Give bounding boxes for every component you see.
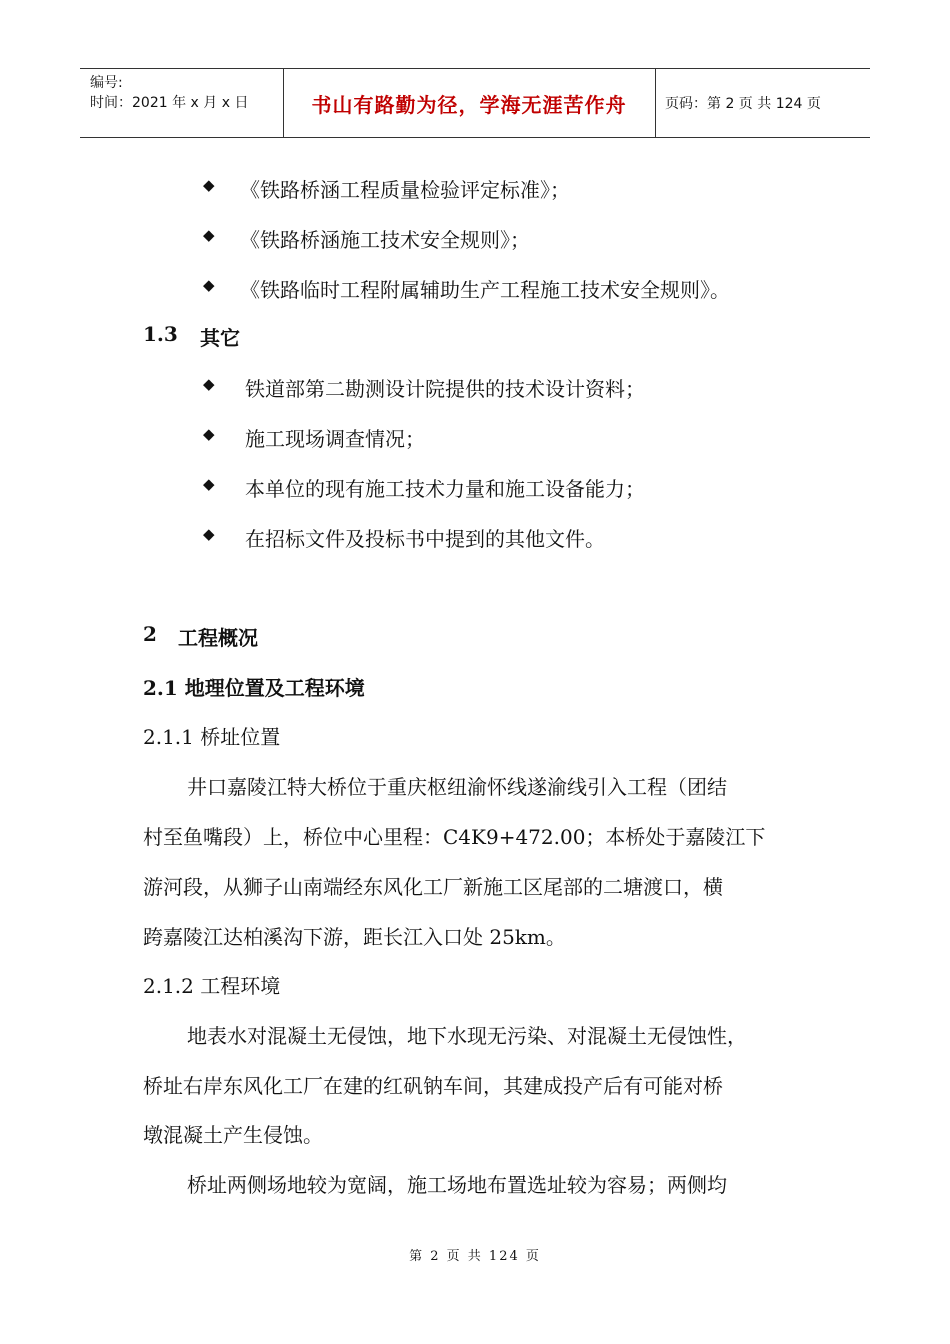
paragraph-line: 墩混凝土产生侵蚀。 [143, 1123, 323, 1147]
bullet-glyph: ◆ [203, 226, 215, 244]
list-item: 《铁路桥涵施工技术安全规则》； [240, 228, 530, 252]
bullet-glyph: ◆ [203, 176, 215, 194]
section-1-3-title: 其它 [200, 326, 240, 350]
header-number-label: 编号: [90, 75, 123, 91]
header-motto: 书山有路勤为径，学海无涯苦作舟 [311, 92, 627, 117]
header-page-info: 页码：第 2 页 共 124 页 [665, 96, 821, 112]
header-divider-right [655, 69, 656, 137]
bullet-glyph: ◆ [203, 375, 215, 393]
page-header [80, 68, 870, 138]
paragraph-line: 桥址两侧场地较为宽阔，施工场地布置选址较为容易；两侧均 [187, 1173, 727, 1197]
list-item: 铁道部第二勘测设计院提供的技术设计资料； [245, 377, 645, 401]
bullet-glyph: ◆ [203, 475, 215, 493]
list-item: 在招标文件及投标书中提到的其他文件。 [245, 527, 605, 551]
paragraph-line: 地表水对混凝土无侵蚀，地下水现无污染、对混凝土无侵蚀性， [187, 1024, 747, 1048]
page-footer: 第 2 页 共 124 页 [409, 1249, 541, 1264]
list-item: 《铁路临时工程附属辅助生产工程施工技术安全规则》。 [240, 278, 730, 302]
section-1-3-number: 1.3 [143, 322, 178, 346]
list-item: 本单位的现有施工技术力量和施工设备能力； [245, 477, 645, 501]
section-2-number: 2 [143, 622, 157, 646]
section-2-1-1-heading: 2.1.1 桥址位置 [143, 725, 281, 749]
paragraph-line: 村至鱼嘴段）上，桥位中心里程：C4K9+472.00；本桥处于嘉陵江下 [143, 825, 766, 849]
paragraph-line: 井口嘉陵江特大桥位于重庆枢纽渝怀线遂渝线引入工程（团结 [187, 775, 727, 799]
bullet-glyph: ◆ [203, 276, 215, 294]
header-left [90, 73, 248, 113]
section-2-1-2-heading: 2.1.2 工程环境 [143, 974, 281, 998]
section-2-title: 工程概况 [178, 626, 258, 650]
paragraph-line: 跨嘉陵江达柏溪沟下游，距长江入口处 25km。 [143, 925, 566, 949]
bullet-glyph: ◆ [203, 425, 215, 443]
header-time-label: 时间：2021 年 x 月 x 日 [90, 95, 249, 111]
bullet-glyph: ◆ [203, 525, 215, 543]
list-item: 《铁路桥涵工程质量检验评定标准》； [240, 178, 570, 202]
paragraph-line: 桥址右岸东风化工厂在建的红矾钠车间，其建成投产后有可能对桥 [143, 1074, 723, 1098]
section-2-1-heading: 2.1 地理位置及工程环境 [143, 676, 365, 700]
paragraph-line: 游河段，从狮子山南端经东风化工厂新施工区尾部的二塘渡口，横 [143, 875, 723, 899]
list-item: 施工现场调查情况； [245, 427, 425, 451]
